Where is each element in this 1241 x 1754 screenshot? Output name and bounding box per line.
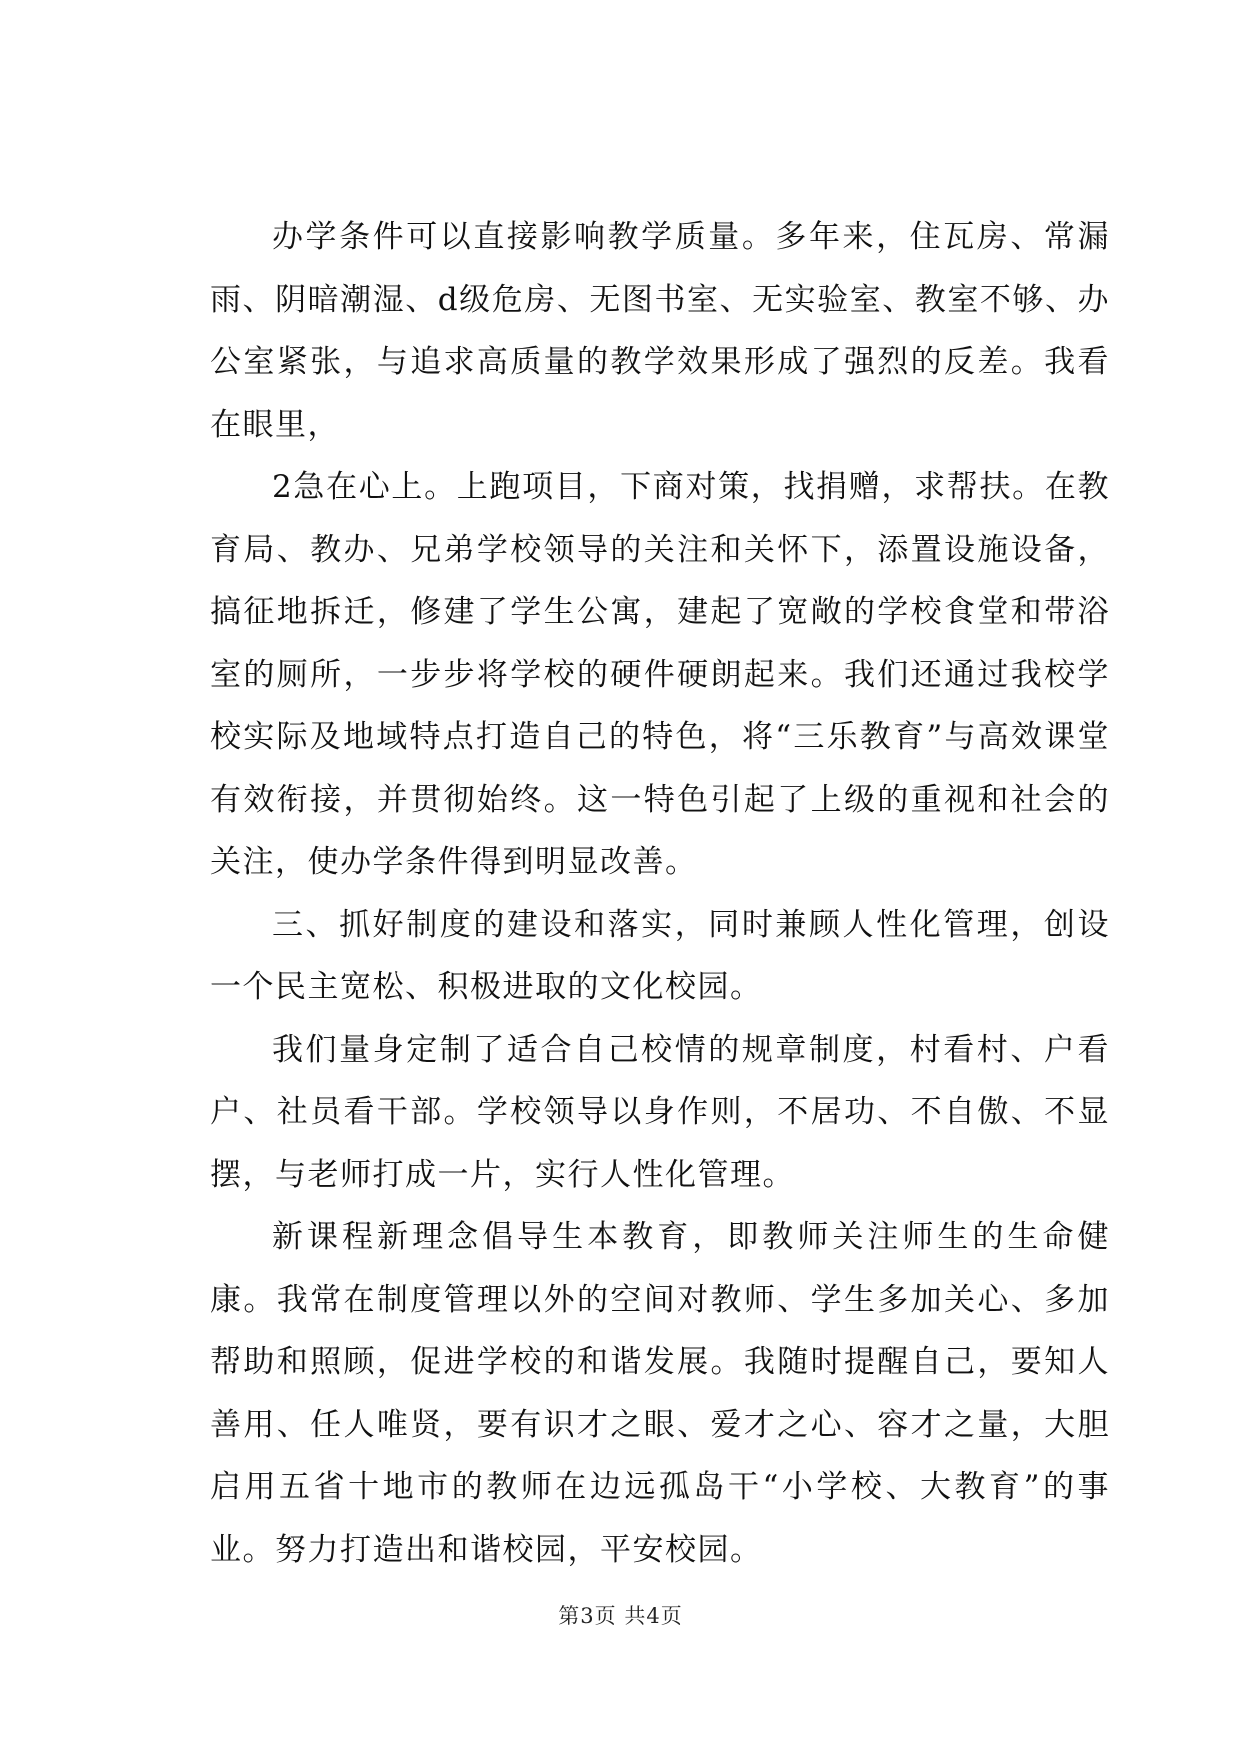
paragraph-improvements: 2急在心上。上跑项目，下商对策，找捐赠，求帮扶。在教育局、教办、兄弟学校领导的关注和关怀下，添置设施设备，搞征地拆迁，修建了学生公寓，建起了宽敞的学校食堂和带浴室的厕所，一步步将学校的硬件硬朗起来。我们还通过我校学校实际及地域特点打造自己的特色，将“三乐教育”与高效课堂有效衔接，并贯彻始终。这一特色引起了上级的重视和社会的关注，使办学条件得到明显改善。: [210, 469, 1110, 880]
section-heading-three: 三、抓好制度的建设和落实，同时兼顾人性化管理，创设一个民主宽松、积极进取的文化校园。: [210, 906, 1110, 1005]
paragraph-new-curriculum: 新课程新理念倡导生本教育，即教师关注师生的生命健康。我常在制度管理以外的空间对教师、学生多加关心、多加帮助和照顾，促进学校的和谐发展。我随时提醒自己，要知人善用、任人唯贤，要有识才之眼、爱才之心、容才之量，大胆启用五省十地市的教师在边远孤岛干“小学校、大教育”的事业。努力打造出和谐校园，平安校园。: [210, 1219, 1110, 1568]
document-body: [210, 206, 1110, 1581]
paragraph-regulations: 我们量身定制了适合自己校情的规章制度，村看村、户看户、社员看干部。学校领导以身作则，不居功、不自傲、不显摆，与老师打成一片，实行人性化管理。: [210, 1031, 1110, 1193]
page-number-footer: 第3页 共4页: [558, 1604, 683, 1628]
paragraph-school-conditions: 办学条件可以直接影响教学质量。多年来，住瓦房、常漏雨、阴暗潮湿、d级危房、无图书室、无实验室、教室不够、办公室紧张，与追求高质量的教学效果形成了强烈的反差。我看在眼里，: [210, 219, 1110, 443]
